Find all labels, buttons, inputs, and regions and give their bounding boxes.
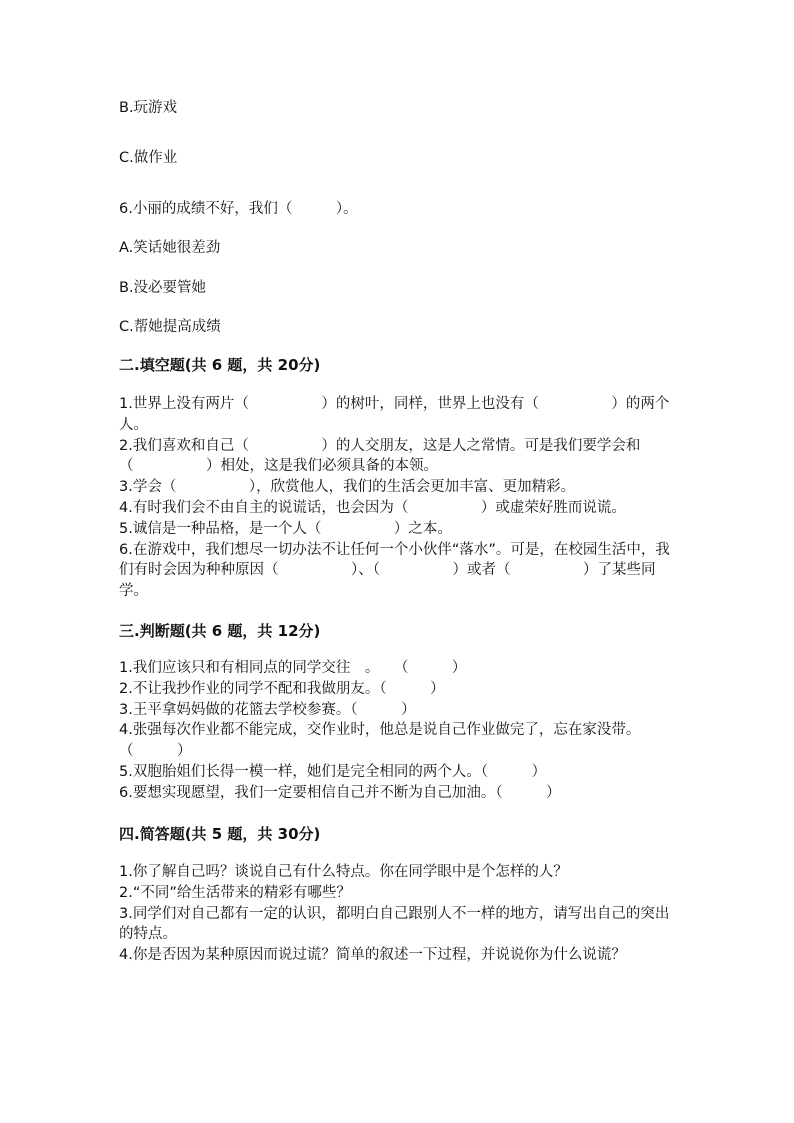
short-answer-item: 1.你了解自己吗？谈说自己有什么特点。你在同学眼中是个怎样的人？ xyxy=(119,864,568,880)
section-short-answer-title: 四.简答题(共 5 题，共 30分) xyxy=(119,825,321,843)
question-6-option-a: A.笑话她很差劲 xyxy=(119,240,221,256)
fill-in-item: 2.我们喜欢和自己（ ）的人交朋友，这是人之常情。可是我们要学会和（ ）相处，这是我们必须具备的本领。 xyxy=(119,437,641,475)
question-6-option-c: C.帮她提高成绩 xyxy=(119,319,221,335)
section-fill-in-items xyxy=(119,394,679,602)
short-answer-item: 2.“不同”给生活带来的精彩有哪些？ xyxy=(119,884,351,901)
judgement-item: 6.要想实现愿望，我们一定要相信自己并不断为自己加油。（ ） xyxy=(119,784,561,801)
fill-in-item: 3.学会（ ），欣赏他人，我们的生活会更加丰富、更加精彩。 xyxy=(119,479,576,496)
judgement-item: 2.不让我抄作业的同学不配和我做朋友。（ ） xyxy=(119,680,445,697)
question-6-stem: 6.小丽的成绩不好，我们（ ）。 xyxy=(119,201,358,217)
judgement-item: 3.王平拿妈妈做的花篮去学校参赛。（ ） xyxy=(119,701,416,718)
short-answer-item: 3.同学们对自己都有一定的认识，都明白自己跟别人不一样的地方，请写出自己的突出的特点。 xyxy=(119,905,670,943)
judgement-item: 1.我们应该只和有相同点的同学交往 。 （ ） xyxy=(119,660,467,676)
option-b-play-games: B.玩游戏 xyxy=(119,100,178,116)
fill-in-item: 4.有时我们会不由自主的说谎话，也会因为（ ）或虚荣好胜而说谎。 xyxy=(119,499,626,516)
judgement-item: 4.张强每次作业都不能完成，交作业时，他总是说自己作业做完了，忘在家没带。（ ） xyxy=(119,722,641,760)
section-judgement-items xyxy=(119,658,679,804)
option-c-homework: C.做作业 xyxy=(119,150,178,166)
fill-in-item: 1.世界上没有两片（ ）的树叶，同样，世界上也没有（ ）的两个人。 xyxy=(119,396,670,433)
fill-in-item: 5.诚信是一种品格，是一个人（ ）之本。 xyxy=(119,520,452,537)
section-judgement-title: 三.判断题(共 6 题，共 12分) xyxy=(119,622,321,640)
question-6-option-b: B.没必要管她 xyxy=(119,280,207,296)
section-fill-in-title: 二.填空题(共 6 题，共 20分) xyxy=(119,356,321,374)
short-answer-item: 4.你是否因为某种原因而说过谎？简单的叙述一下过程，并说说你为什么说谎？ xyxy=(119,947,626,964)
fill-in-item: 6.在游戏中，我们想尽一切办法不让任何一个小伙伴“落水”。可是，在校园生活中，我们有时会因为种种原因（ ）、（ ）或者（ ）了某些同学。 xyxy=(119,541,670,600)
judgement-item: 5.双胞胎姐们长得一模一样，她们是完全相同的两个人。（ ） xyxy=(119,763,547,780)
section-short-answer-items xyxy=(119,862,679,966)
